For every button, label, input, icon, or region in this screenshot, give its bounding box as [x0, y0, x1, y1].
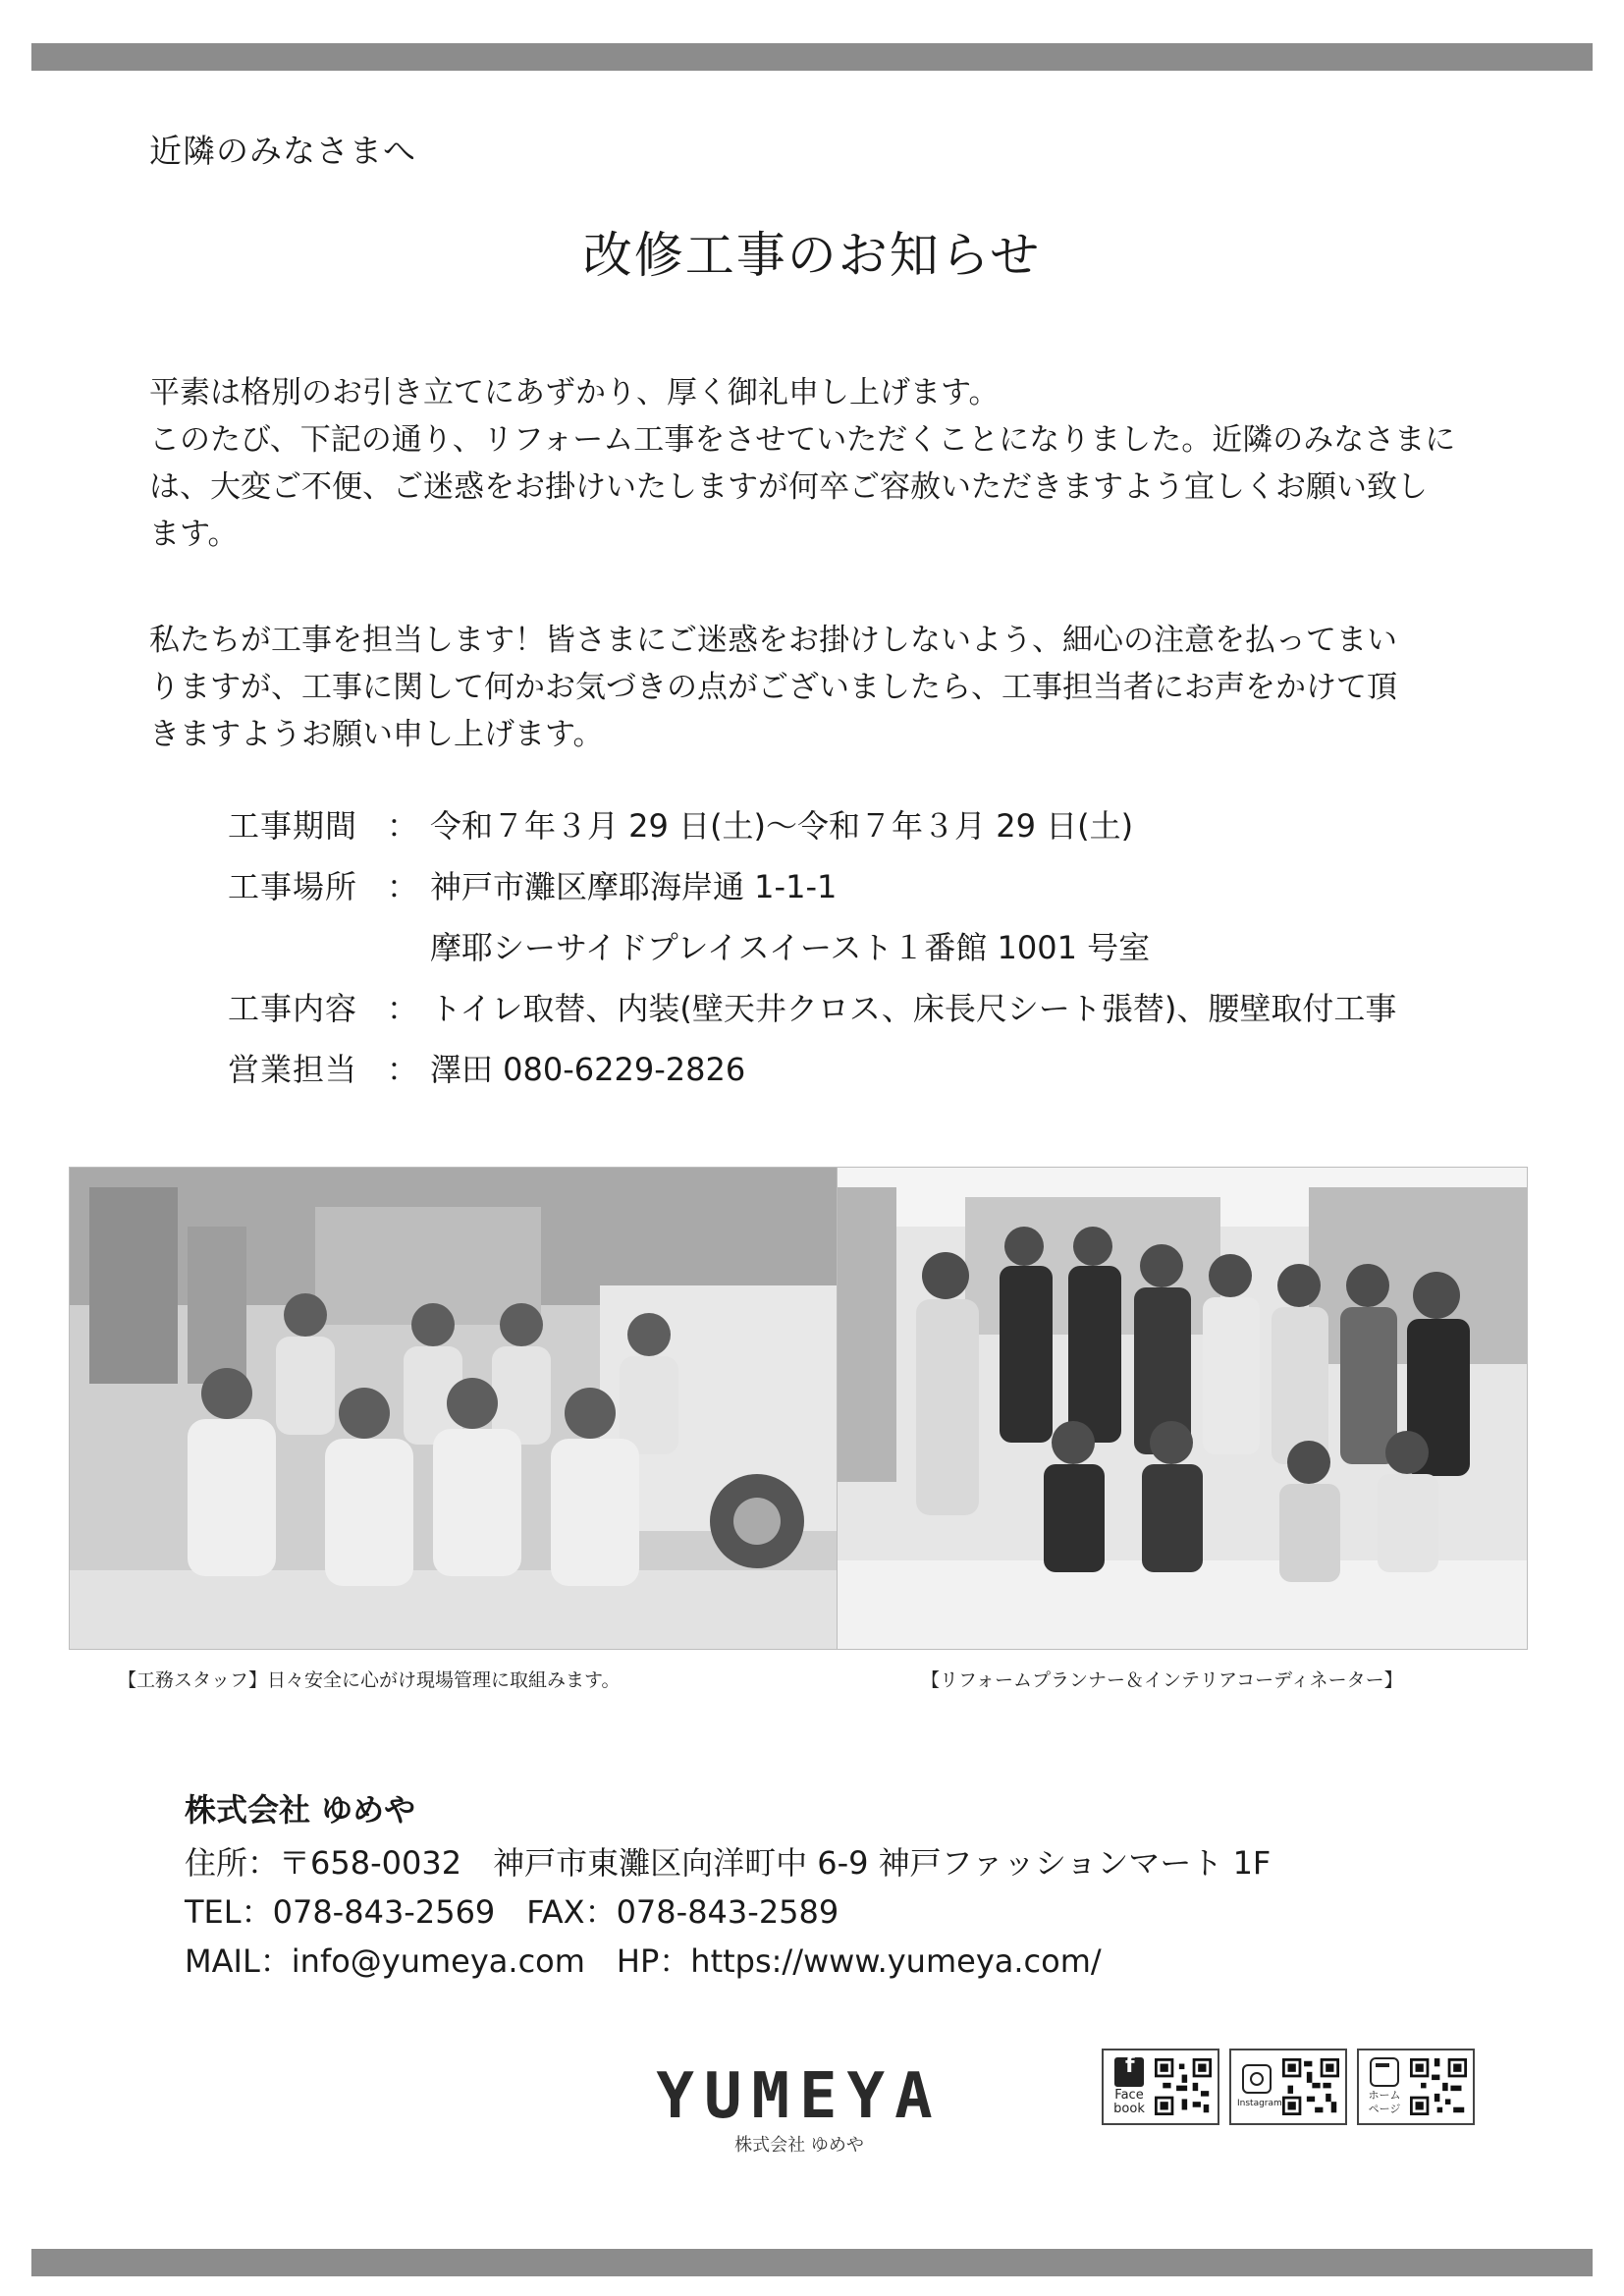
location-value-2: 摩耶シーサイドプレイスイースト１番館 1001 号室: [430, 929, 1151, 966]
planner-team-caption: 【リフォームプランナー＆インテリアコーディネーター】: [921, 1669, 1403, 1691]
location-label: 工事場所: [228, 868, 358, 905]
construction-staff-caption: 【工務スタッフ】日々安全に心がけ現場管理に取組みます。: [118, 1669, 621, 1691]
qr-code-icon: [1410, 2058, 1467, 2115]
detail-row-sales: [228, 1037, 1396, 1098]
staff-paragraph: [149, 617, 1485, 758]
company-info: [185, 1785, 1271, 1986]
homepage-label: ホーム ページ: [1368, 2089, 1401, 2115]
logo-wordmark: YUMEYA: [656, 2060, 943, 2133]
detail-row-location: [228, 854, 1396, 915]
facebook-qr-label-wrap: [1110, 2057, 1149, 2116]
facebook-qr[interactable]: [1102, 2049, 1219, 2125]
instagram-icon: [1242, 2064, 1272, 2094]
bottom-border-bar: [31, 2249, 1593, 2276]
sales-label: 営業担当: [228, 1051, 358, 1088]
qr-code-icon: [1282, 2058, 1339, 2115]
detail-colon: ：: [386, 990, 418, 1027]
page-title: 改修工事のお知らせ: [582, 227, 1042, 284]
detail-row-content: [228, 976, 1396, 1037]
company-tel-fax: TEL：078-843-2569 FAX：078-843-2589: [185, 1893, 839, 1931]
instagram-label: Instagram: [1237, 2098, 1282, 2108]
paragraph-line: きますようお願い申し上げます。: [149, 717, 604, 752]
paragraph-line: は、大変ご不便、ご迷惑をお掛けいたしますが何卒ご容赦いただきますよう宜しくお願い致し: [149, 469, 1428, 505]
paragraph-line: ます。: [149, 517, 239, 552]
sales-value: 澤田 080-6229-2826: [430, 1051, 746, 1088]
detail-row-period: [228, 793, 1396, 854]
detail-colon: ：: [386, 868, 418, 905]
top-border-bar: [31, 43, 1593, 71]
paragraph-line: 平素は格別のお引き立てにあずかり、厚く御礼申し上げます。: [149, 375, 1000, 410]
logo-subtitle: 株式会社 ゆめや: [734, 2135, 864, 2156]
detail-row-location-2: [228, 915, 1396, 976]
greeting-paragraph: [149, 369, 1485, 558]
detail-colon: ：: [386, 807, 418, 845]
qr-codes: [1102, 2049, 1475, 2125]
homepage-icon: [1370, 2057, 1399, 2087]
company-name: 株式会社 ゆめや: [185, 1791, 416, 1829]
qr-code-icon: [1155, 2058, 1212, 2115]
content-label: 工事内容: [228, 990, 358, 1027]
content-value: トイレ取替、内装(壁天井クロス、床長尺シート張替)、腰壁取付工事: [430, 990, 1397, 1027]
facebook-icon: [1114, 2057, 1144, 2087]
paragraph-line: 私たちが工事を担当します！皆さまにご迷惑をお掛けしないよう、細心の注意を払ってまい: [149, 623, 1397, 658]
instagram-qr-label-wrap: [1237, 2064, 1282, 2110]
planner-team-photo: [837, 1167, 1528, 1650]
detail-colon: ：: [386, 1051, 418, 1088]
homepage-qr-label-wrap: [1365, 2057, 1404, 2116]
paragraph-line: りますが、工事に関して何かお気づきの点がございましたら、工事担当者にお声をかけて頂: [149, 670, 1397, 705]
facebook-label: Face book: [1113, 2088, 1145, 2116]
homepage-qr[interactable]: [1357, 2049, 1475, 2125]
yumeya-logo: [652, 2060, 947, 2157]
company-mail-hp: MAIL：info@yumeya.com HP：https://www.yumeya.com/: [185, 1942, 1102, 1980]
location-value: 神戸市灘区摩耶海岸通 1-1-1: [430, 868, 838, 905]
company-address: 住所：〒658-0032 神戸市東灘区向洋町中 6-9 神戸ファッションマート 1F: [185, 1844, 1272, 1882]
construction-staff-photo: [69, 1167, 844, 1650]
period-label: 工事期間: [228, 807, 358, 845]
addressee: 近隣のみなさまへ: [149, 132, 416, 170]
construction-details: [228, 793, 1396, 1098]
paragraph-line: このたび、下記の通り、リフォーム工事をさせていただくことになりました。近隣のみなさまに: [149, 422, 1456, 458]
period-value: 令和７年３月 29 日(土)～令和７年３月 29 日(土): [430, 807, 1134, 845]
instagram-qr[interactable]: [1229, 2049, 1347, 2125]
